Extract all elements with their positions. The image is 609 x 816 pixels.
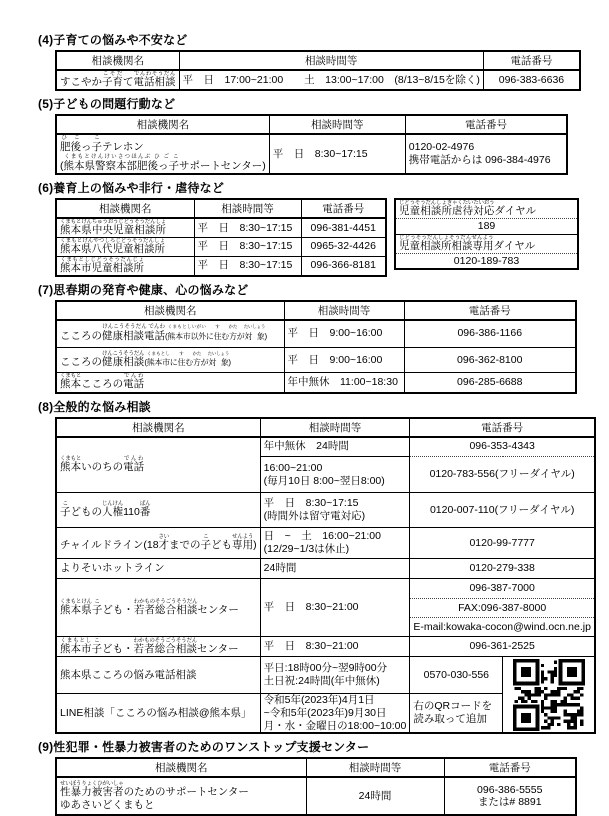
text-line: 平 日 8:30~21:00 [263,640,359,653]
text-line: (12/29~1/3は休止) [263,543,350,556]
table-row [56,777,576,815]
text-line: 日 ~ 土 16:00~21:00 [263,530,381,543]
text-line [60,238,191,256]
table-row [56,528,595,559]
org-name [56,256,194,275]
text-line [60,534,257,552]
text-segment: ( [165,332,168,342]
text-line [60,373,281,391]
text-line: 096-285-6688 [457,375,523,388]
qr-instruction [410,694,503,734]
column-header: 相談機関名 [56,115,269,134]
text-line [399,235,574,253]
hours [194,218,301,237]
text-segment: いのちの [81,460,124,473]
column-header: 相談機関名 [56,51,179,70]
ruby-text: 熊本県中央児童相談所くまもとけんちゅうおうじどうそうだんしょ [60,219,167,236]
column-header: 電話番号 [483,51,580,70]
table-row [56,70,580,90]
text-line: 右のQRコードを [413,700,493,713]
text-segment: ども・ [102,603,134,616]
hours [179,70,483,90]
text-segment: こころの [60,356,102,369]
hours [306,777,444,815]
text-line: 096-381-4451 [310,221,376,234]
ruby-text: 電話でんわ [123,455,145,473]
org-name [56,559,260,579]
hours [284,348,404,373]
text-line: 令和5年(2023年)4月1日 [263,694,375,707]
text-line: 24時間 [263,562,297,575]
table-row [56,437,595,457]
phone-number [301,218,386,237]
ruby-text: 肥後ひ ご [60,135,81,154]
phone-number [410,579,595,599]
header-row [56,115,567,134]
phone-number [301,256,386,275]
text-line: 年中無休 11:00~18:30 [287,375,398,388]
text-line: 平 日 8:30~17:15 [197,240,293,253]
header-row [56,301,576,320]
text-line [60,71,176,89]
ruby-text: 性暴力被害者せいぼうりょくひがいしゃ [60,781,124,799]
org-name [56,694,260,734]
text-line: 平 日 8:30~17:15 [263,497,359,510]
org-name [56,579,260,637]
table-row [56,320,576,348]
header-row [56,199,386,218]
text-segment: どもの [70,506,102,519]
ruby-text: 若者総合相談わかものそうごうそうだん [133,598,198,616]
ruby-text: 子こ [60,501,71,519]
text-segment: て [123,76,134,89]
dial-number [395,253,578,269]
column-header: 電話番号 [301,199,386,218]
ruby-text: 熊本県八代児童相談所くまもとけんやつしろじどうそうだんしょ [60,237,165,255]
table-row [56,493,595,528]
org-name [56,637,260,657]
table-row [56,134,567,174]
phone-number [404,373,576,393]
column-header: 相談時間等 [179,51,483,70]
dial-label [395,234,578,253]
text-line [60,781,303,799]
hours [284,373,404,393]
tables-row [55,114,581,175]
ruby-text: 方かた [228,324,238,342]
text-line: 土日祝:24時間(年中無休) [263,675,380,688]
org-name [56,218,194,237]
ruby-text: 熊本くまもと [60,373,82,391]
column-header: 相談時間等 [306,758,444,777]
text-segment: に [169,358,178,368]
text-line [60,456,257,474]
ruby-text: 住す [213,324,222,342]
text-line [60,154,266,173]
text-line [60,324,281,343]
ruby-text: 熊本市くまもとし [60,637,92,655]
ruby-text: 健康相談けんこうそうだん [101,351,145,369]
tables-row [55,198,581,277]
phone-number [404,320,576,348]
section-title: (5)子どもの問題行動など [38,97,176,111]
text-line: 096-383-6636 [498,73,565,86]
text-segment: センター [197,642,239,655]
tables-row [55,50,581,91]
text-segment: む [185,358,193,368]
text-segment: こころの [81,378,124,391]
org-name [56,237,194,256]
text-segment: ダイヤル [493,239,536,252]
text-line: 0120-783-556(フリーダイヤル) [429,468,575,481]
tables-row [55,300,581,394]
text-line: FAX:096-387-8000 [458,601,547,614]
org-name [56,320,284,348]
hours [260,493,410,528]
text-line: 189 [477,219,496,232]
table-row [56,579,595,599]
text-segment: が [236,332,245,342]
ruby-text: 才さい [158,534,170,552]
text-line: 年中無休 24時間 [263,440,349,453]
section-9 [38,740,581,816]
text-line [60,351,281,369]
header-row [56,758,576,777]
ruby-text: 子こ [91,637,102,655]
column-header: 電話番号 [444,758,576,777]
text-segment: までの [169,539,201,552]
table-row [395,234,578,253]
text-segment: すこやか [60,76,102,89]
table-row [56,637,595,657]
column-header: 電話番号 [410,418,595,437]
table-row [56,373,576,393]
section-title: (7)思春期の発育や健康、心の悩みなど [38,282,249,297]
text-segment: テレホン [102,141,144,154]
hours [260,579,410,637]
text-line: E-mail:kowaka-cocon@wind.ocn.ne.jp [413,620,591,633]
column-header: 電話番号 [405,115,567,134]
phone-number [410,559,595,579]
org-name [56,437,260,493]
column-header: 相談機関名 [56,199,194,218]
text-line: 平 日 8:30~17:15 [272,147,368,160]
text-line: (時間外は留守電対応) [263,510,366,523]
ruby-text: 熊本くまもと [60,455,82,473]
hours [269,134,405,174]
text-line: 0570-030-556 [423,668,490,681]
text-segment: ) [253,539,257,552]
phone-number [444,777,576,815]
table-row [56,348,576,373]
phone-number [404,348,576,373]
column-header: 相談機関名 [56,418,260,437]
hours [260,437,410,457]
text-line: 0120-99-7777 [469,536,535,549]
document-content [38,33,591,816]
text-line: 096-366-8181 [310,259,376,272]
org-name [56,528,260,559]
phone-number [410,637,595,657]
text-segment: ) [228,358,231,368]
text-line: よりそいホットライン [60,562,165,575]
text-segment: 110 [123,506,140,519]
ruby-text: 児童相談所相談専用じどうそうだんしょそうだんせんよう [399,234,494,252]
text-line: (毎月10日 8:00~翌日8:00) [263,474,385,487]
text-line: 携帯電話からは 096-384-4976 [408,154,551,166]
phone-number [405,134,567,174]
column-header: 相談時間等 [194,199,301,218]
ruby-text: 熊本県警察本部肥後っ子くまもとけんけいさつほんぶ ひ ご こ [63,154,179,172]
table-row [56,237,386,256]
text-line [60,501,257,519]
text-segment: ども [211,539,233,552]
text-segment: が [200,358,209,368]
fax-number [410,599,595,618]
ruby-text: 子こ [91,135,102,154]
header-row [56,418,595,437]
table-row [395,199,578,218]
text-segment: ) [264,332,267,342]
text-segment: っ [81,141,92,154]
ruby-text: 子こ [200,534,212,552]
text-segment: チャイルドライン(18 [60,539,159,552]
text-line: 熊本県こころの悩み電話相談 [60,668,197,681]
ruby-text: 熊本市以外くまもとしいがい [167,324,206,342]
org-name [56,373,284,393]
table-child-guidance [55,198,387,277]
hours [260,559,410,579]
table-childcare-worry [55,50,581,91]
hours [284,320,404,348]
ruby-text: 対 象たいしょう [243,324,266,342]
phone-number [410,437,595,457]
table-problem-behavior [55,114,568,175]
text-line [60,257,191,275]
phone-number [483,70,580,90]
org-name [56,777,306,815]
text-line [60,599,257,617]
section-title: (6)養育上の悩みや非行・虐待など [38,181,225,195]
text-line: 月・水・金曜日の18:00~10:00 [263,719,407,732]
text-segment: こころの [60,330,102,343]
text-line: 平 日 8:30~17:15 [197,221,293,234]
hours [260,637,410,657]
text-line: ~令和5年(2023年)9月30日 [263,706,387,719]
section-6 [38,181,581,277]
dial-label [395,199,578,218]
text-line: 0120-02-4976 [408,141,475,154]
ruby-text: 電話相談でんわそうだん [133,71,176,89]
text-segment: ども・ [102,642,134,655]
text-line: 平 日 9:00~16:00 [287,353,383,366]
text-line: ゆあさいどくまもと [60,798,155,811]
table-row [56,657,595,694]
table-row [56,218,386,237]
text-segment: センター [197,603,239,616]
org-name [56,493,260,528]
ruby-text: 住す [177,351,186,368]
text-line [60,638,257,656]
text-line: 0120-279-338 [469,562,535,575]
text-line: LINE相談「こころの悩み相談@熊本県」 [60,706,252,719]
org-name [56,348,284,373]
text-segment: ダイヤル [494,205,537,217]
column-header: 相談時間等 [269,115,405,134]
ruby-text: 熊本市くまもとし [146,351,170,368]
table-adolescent-health [55,300,577,394]
text-line: 平日:18時00分~翌9時00分 [263,662,388,675]
text-segment: ( [144,358,147,368]
qr-code [513,659,585,731]
phone-number [410,528,595,559]
ruby-text: 熊本市児童相談所くまもとしじどうそうだんじょ [60,256,144,274]
phone-number [410,657,503,694]
text-line: 平 日 9:00~16:00 [287,327,383,340]
org-name [56,134,269,174]
table-row [56,559,595,579]
section-title: (9)性犯罪・性暴力被害者のためのワンストップ支援センター [38,740,370,755]
phone-number [410,457,595,493]
hours [194,237,301,256]
dial-box-child-consultation [394,198,579,270]
column-header: 相談機関名 [56,758,306,777]
ruby-text: 専用せんよう [232,534,254,552]
text-line: 平 日 17:00~21:00 土 13:00~17:00 (8/13~8/15を除く) [182,73,480,86]
hours [260,694,410,734]
section-7 [38,283,581,394]
hours [260,528,410,559]
ruby-text: 児童相談所虐待対応じどうそうだんしょぎゃくたいたいおう [399,200,495,217]
text-line [60,219,191,237]
text-line: 096-387-7000 [469,582,535,595]
hours [194,256,301,275]
table-onestop-support [55,757,577,816]
text-line: 096-353-4343 [469,440,535,453]
phone-number [301,237,386,256]
text-line: または# 8891 [477,796,542,809]
text-line: 0965-32-4426 [310,240,376,253]
text-line: 平 日 8:30~17:15 [197,259,293,272]
hours [260,457,410,493]
section-8 [38,399,591,735]
text-line: 096-362-8100 [457,353,523,366]
column-header: 相談機関名 [56,301,284,320]
ruby-text: 子育こそだ [102,71,123,89]
ruby-text: 人権じんけん [101,501,124,519]
ruby-text: 子こ [91,598,103,616]
ruby-text: 熊本県くまもとけん [60,598,92,616]
phone-number [410,493,595,528]
text-line: 読み取って追加 [413,713,487,726]
text-segment: に [205,332,214,342]
ruby-text: 対 象たいしょう [207,351,230,368]
text-line: 096-386-5555 [477,783,543,796]
tables-row [55,417,591,735]
column-header: 相談時間等 [284,301,404,320]
table-row [395,253,578,269]
text-line: 0120-189-783 [453,254,520,267]
qr-code [503,657,595,734]
text-line: 24時間 [358,790,392,803]
email-address [410,618,595,637]
header-row [56,51,580,70]
ruby-text: 電話でんわ [123,373,145,391]
text-line [60,135,266,154]
text-segment: ( [60,160,64,172]
column-header: 相談時間等 [260,418,410,437]
text-line: 0120-007-110(フリーダイヤル) [429,503,575,516]
table-general-worry [55,417,596,735]
tables-row [55,757,581,816]
ruby-text: 健康相談電話けんこうそうだん でんわ [102,324,165,343]
org-name [56,657,260,694]
table-row [56,256,386,275]
section-title: (8)全般的な悩み相談 [38,399,151,414]
section-4 [38,33,581,91]
text-segment: サポートセンター) [179,160,266,172]
org-name [56,70,179,90]
column-header: 電話番号 [404,301,576,320]
text-segment: のためのサポートセンター [123,786,249,799]
hours [260,657,410,694]
text-line: 096-361-2525 [469,640,535,653]
ruby-text: 方かた [192,351,202,368]
dial-number [395,218,578,234]
text-line: 096-386-1166 [457,327,523,340]
table-row [395,218,578,234]
text-line: 平 日 8:30~21:00 [263,601,359,614]
text-line: 16:00~21:00 [263,461,323,474]
section-title: (4)子育ての悩みや不安など [38,33,188,47]
section-5 [38,97,581,175]
text-segment: む [221,332,229,342]
text-line [399,200,574,218]
ruby-text: 番ばん [139,501,151,519]
ruby-text: 若者総合相談わかものそうごうそうだん [133,637,198,655]
